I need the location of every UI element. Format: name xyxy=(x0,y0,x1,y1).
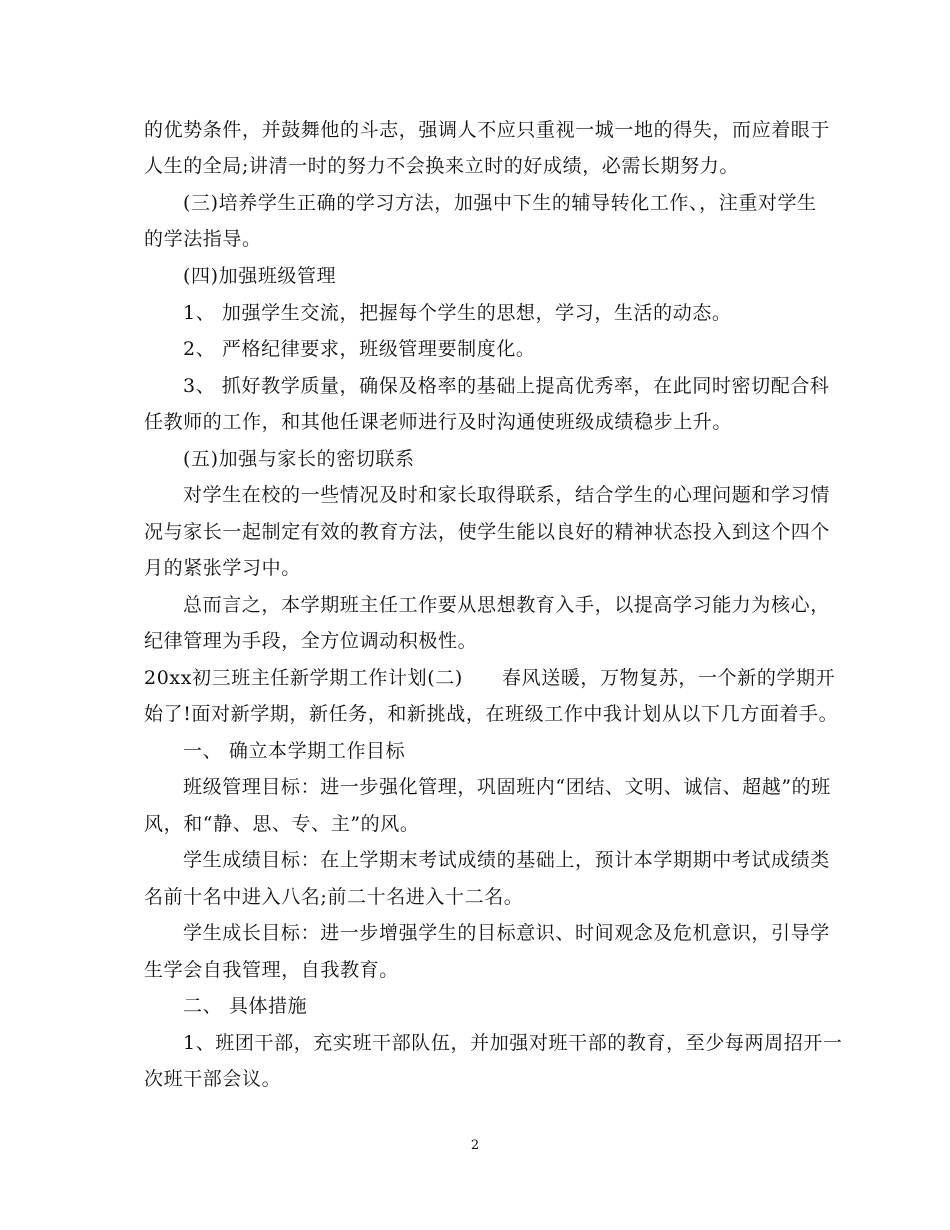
text-line: 生学会自我管理，自我教育。 xyxy=(144,959,399,981)
text-line: 纪律管理为手段，全方位调动积极性。 xyxy=(144,630,478,652)
page-number: 2 xyxy=(470,1138,480,1153)
list-item: 3、 抓好教学质量，确保及格率的基础上提高优秀率，在此同时密切配合科 xyxy=(183,375,830,397)
section-heading: 一、 确立本学期工作目标 xyxy=(183,740,406,762)
text-line: 月的紧张学习中。 xyxy=(144,557,301,579)
text-line: 风，和“静、思、专、主”的风。 xyxy=(144,813,420,835)
list-item: 1、班团干部，充实班干部队伍，并加强对班干部的教育，至少每两周招开一 xyxy=(183,1032,843,1054)
text-line: 次班干部会议。 xyxy=(144,1068,282,1090)
text-line: 任教师的工作，和其他任课老师进行及时沟通使班级成绩稳步上升。 xyxy=(144,411,733,433)
text-line: 人生的全局;讲清一时的努力不会换来立时的好成绩，必需长期努力。 xyxy=(144,155,740,177)
text-line: 对学生在校的一些情况及时和家长取得联系，结合学生的心理问题和学习情 xyxy=(183,484,830,506)
text-line: 况与家长一起制定有效的教育方法，使学生能以良好的精神状态投入到这个四个 xyxy=(144,521,831,543)
list-item: 2、 严格纪律要求，班级管理要制度化。 xyxy=(183,338,536,360)
text-line: 名前十名中进入八名;前二十名进入十二名。 xyxy=(144,886,524,908)
text-line: 的优势条件，并鼓舞他的斗志，强调人不应只重视一城一地的得失，而应着眼于 xyxy=(144,119,831,141)
text-line: 学生成绩目标：在上学期末考试成绩的基础上，预计本学期期中考试成绩类 xyxy=(183,849,830,871)
text-line: 20xx初三班主任新学期工作计划(二) 春风送暖，万物复苏，一个新的学期开 xyxy=(144,667,836,689)
text-line: (三)培养学生正确的学习方法，加强中下生的辅导转化工作、，注重对学生 xyxy=(183,192,817,214)
text-line: 始了!面对新学期，新任务，和新挑战，在班级工作中我计划从以下几方面着手。 xyxy=(144,703,839,725)
text-line: 总而言之，本学期班主任工作要从思想教育入手，以提高学习能力为核心， xyxy=(183,594,830,616)
text-line: 班级管理目标：进一步强化管理，巩固班内“团结、文明、诚信、超越”的班 xyxy=(183,776,831,798)
section-heading: (四)加强班级管理 xyxy=(183,265,337,287)
text-line: 的学法指导。 xyxy=(144,228,262,250)
list-item: 1、 加强学生交流，把握每个学生的思想，学习，生活的动态。 xyxy=(183,302,732,324)
section-heading: 二、 具体措施 xyxy=(183,995,308,1017)
section-heading: (五)加强与家长的密切联系 xyxy=(183,448,415,470)
text-line: 学生成长目标：进一步增强学生的目标意识、时间观念及危机意识，引导学 xyxy=(183,922,830,944)
